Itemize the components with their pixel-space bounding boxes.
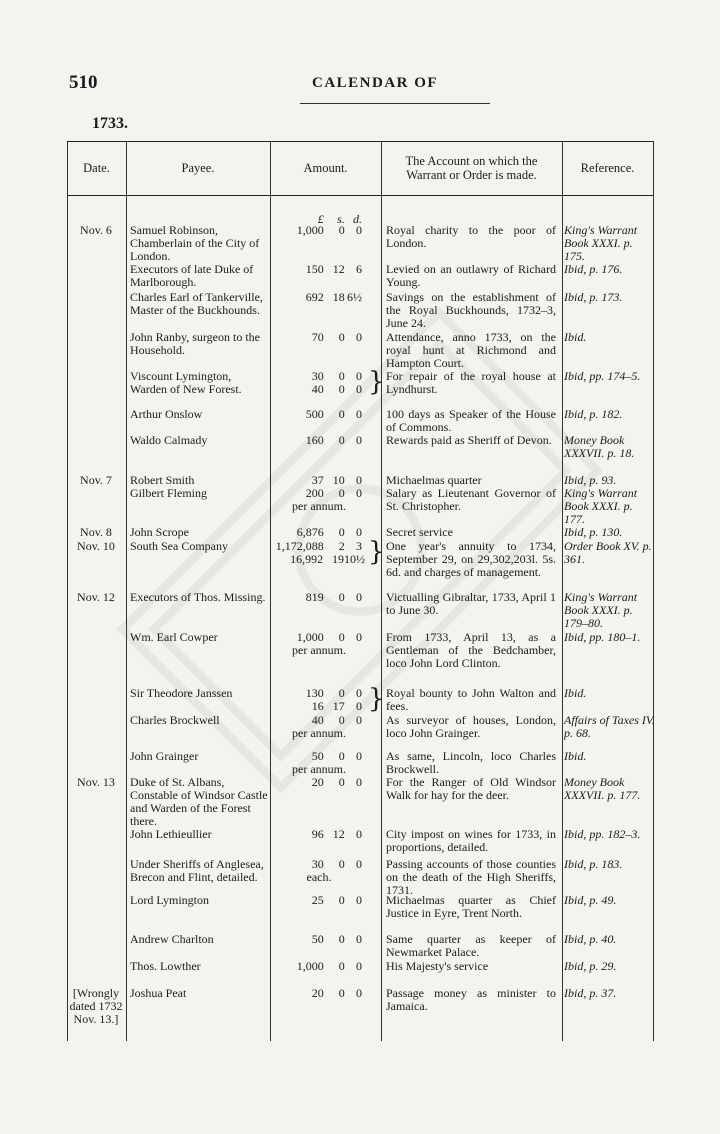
- entry-reference: Ibid, pp. 182–3.: [564, 827, 641, 841]
- amount-pounds: 16,992: [290, 552, 324, 566]
- entry-reference: Affairs of Taxes IV. p. 68.: [564, 713, 655, 740]
- amount-shillings: 18: [332, 290, 345, 304]
- entry-payee: Charles Brockwell: [130, 713, 220, 727]
- amount-pence: 0: [356, 590, 362, 604]
- entry-date: [Wrongly dated 1732 Nov. 13.]: [69, 986, 123, 1026]
- amount-pence: 6½: [347, 290, 362, 304]
- entry-payee: Viscount Lymington, Warden of New Forest.: [130, 369, 242, 396]
- amount-line: [272, 987, 376, 1000]
- entry-payee: Robert Smith: [130, 473, 195, 487]
- entry-account: As surveyor of houses, London, loco John Grainger.: [386, 713, 556, 740]
- entry-payee: South Sea Company: [130, 539, 228, 553]
- amount-pence: 0: [356, 893, 362, 907]
- amount-note: per annum.: [292, 726, 346, 740]
- amount-note: per annum.: [292, 499, 346, 513]
- entry-account: For repair of the royal house at Lyndhurst.: [386, 369, 556, 396]
- entry-payee: Sir Theodore Janssen: [130, 686, 233, 700]
- amount-line: [272, 933, 376, 946]
- amount-shillings: 19: [332, 552, 344, 566]
- amount-line: [272, 553, 376, 566]
- header-payee: Payee.: [181, 161, 215, 175]
- entry-amount: [272, 687, 376, 713]
- entry-reference: Ibid, pp. 174–5.: [564, 369, 641, 383]
- entry-amount: [272, 987, 376, 1000]
- entry-payee: Samuel Robinson, Chamberlain of the City of London.: [130, 223, 260, 263]
- amount-pence: 0: [356, 630, 362, 644]
- amount-brace: }: [368, 537, 385, 567]
- amount-pounds: 150: [305, 262, 324, 276]
- entry-amount: [272, 894, 376, 907]
- entry-account: Victualling Gibraltar, 1733, April 1 to June 30.: [386, 590, 556, 617]
- amount-pence: 0: [356, 699, 362, 713]
- entry-date: Nov. 10: [77, 539, 115, 553]
- entry-payee: Wm. Earl Cowper: [130, 630, 218, 644]
- amount-pounds: 30: [311, 369, 324, 383]
- entry-date: Nov. 13: [77, 775, 115, 789]
- amount-shillings: 12: [332, 262, 345, 276]
- entry-payee: Under Sheriffs of Anglesea, Brecon and Flint, detailed.: [130, 857, 264, 884]
- entry-amount: [272, 540, 376, 566]
- entry-reference: Ibid, p. 49.: [564, 893, 617, 907]
- amount-pence: 0: [356, 525, 362, 539]
- amount-pence: 0: [356, 433, 362, 447]
- entry-amount: [272, 933, 376, 946]
- entry-date: Nov. 7: [80, 473, 112, 487]
- amount-pounds: 1,000: [296, 959, 324, 973]
- amount-shillings: 0: [338, 686, 345, 700]
- amount-shillings: 0: [338, 630, 345, 644]
- running-head-rule: [300, 103, 490, 104]
- entry-account: His Majesty's service: [386, 959, 489, 973]
- amount-pence: 3: [356, 539, 362, 553]
- entry-payee: John Scrope: [130, 525, 189, 539]
- entry-account: Michaelmas quarter as Chief Justice in Eyre, Trent North.: [386, 893, 556, 920]
- amount-line: [272, 224, 376, 237]
- amount-shillings: 0: [338, 223, 345, 237]
- entry-amount: [272, 631, 376, 657]
- amount-shillings: 0: [338, 433, 345, 447]
- amount-shillings: 0: [338, 713, 345, 727]
- amount-pounds: 819: [305, 590, 324, 604]
- header-reference: Reference.: [580, 161, 635, 175]
- entry-account: City impost on wines for 1733, in proportions, detailed.: [386, 827, 556, 854]
- entry-account: Royal bounty to John Walton and fees.: [386, 686, 556, 713]
- column-rule: [381, 141, 382, 1041]
- amount-pounds: 50: [311, 749, 324, 763]
- entry-amount: [272, 960, 376, 973]
- amount-pounds: 1,000: [296, 223, 324, 237]
- page-number: 510: [69, 72, 98, 93]
- entry-amount: [272, 408, 376, 421]
- entry-payee: Lord Lymington: [130, 893, 209, 907]
- entry-amount: [272, 370, 376, 396]
- column-rule: [270, 141, 271, 1041]
- entry-account: Secret service: [386, 525, 453, 539]
- entry-reference: Ibid, p. 130.: [564, 525, 623, 539]
- amount-note: per annum.: [292, 762, 346, 776]
- amount-pounds: 70: [311, 330, 324, 344]
- entry-account: For the Ranger of Old Windsor Walk for hay for the deer.: [386, 775, 556, 802]
- amount-shillings: 0: [338, 525, 345, 539]
- amount-shillings: 0: [338, 330, 345, 344]
- amount-shillings: 17: [332, 699, 345, 713]
- entry-payee: Gilbert Fleming: [130, 486, 207, 500]
- amount-pence: 0: [356, 473, 362, 487]
- unit-pounds: £: [317, 212, 324, 226]
- header-date: Date.: [83, 161, 110, 175]
- entry-reference: Ibid, p. 183.: [564, 857, 623, 871]
- amount-shillings: 0: [338, 932, 345, 946]
- amount-pounds: 96: [311, 827, 324, 841]
- entry-reference: Order Book XV. p. 361.: [564, 539, 652, 566]
- amount-pence: 0: [356, 986, 362, 1000]
- amount-pounds: 130: [305, 686, 324, 700]
- entry-account: Salary as Lieutenant Governor of St. Christopher.: [386, 486, 556, 513]
- entry-amount: [272, 776, 376, 789]
- amount-shillings: 0: [338, 749, 345, 763]
- entry-reference: Money Book XXXVII. p. 18.: [564, 433, 635, 460]
- entry-amount: [272, 263, 376, 276]
- amount-shillings: 0: [338, 775, 345, 789]
- amount-pence: 0: [356, 827, 362, 841]
- amount-shillings: 0: [338, 893, 345, 907]
- amount-pounds: 160: [305, 433, 324, 447]
- entry-reference: Ibid, p. 182.: [564, 407, 623, 421]
- entry-account: One year's annuity to 1734, September 29, on 29,302,203l. 5s. 6d. and charges of management.: [386, 539, 556, 579]
- entry-reference: King's Warrant Book XXXI. p. 179–80.: [564, 590, 638, 630]
- year-heading: 1733.: [92, 115, 128, 132]
- entry-amount: [272, 591, 376, 604]
- amount-shillings: 0: [338, 959, 345, 973]
- amount-pounds: 25: [311, 893, 324, 907]
- amount-pence: 0: [356, 775, 362, 789]
- unit-pence: d.: [353, 212, 362, 226]
- amount-note: each.: [306, 870, 332, 884]
- entry-amount: [272, 291, 376, 304]
- amount-pence: 0: [356, 857, 362, 871]
- amount-pounds: 500: [305, 407, 324, 421]
- entry-amount: [272, 750, 376, 776]
- amount-shillings: 0: [338, 986, 345, 1000]
- amount-line: [272, 291, 376, 304]
- amount-pence: 0: [356, 749, 362, 763]
- entry-account: Passing accounts of those counties on the death of the High Sheriffs, 1731.: [386, 857, 556, 897]
- amount-pence: 0: [356, 407, 362, 421]
- entry-payee: Andrew Charlton: [130, 932, 214, 946]
- amount-line: [272, 331, 376, 344]
- entry-payee: Executors of Thos. Missing.: [130, 590, 266, 604]
- entry-amount: [272, 487, 376, 513]
- amount-shillings: 0: [338, 486, 345, 500]
- amount-line: [272, 828, 376, 841]
- entry-account: Savings on the establishment of the Royal Buckhounds, 1732–3, June 24.: [386, 290, 556, 330]
- entry-amount: [272, 224, 376, 237]
- entry-account: From 1733, April 13, as a Gentleman of the Bedchamber, loco John Lord Clinton.: [386, 630, 556, 670]
- entry-account: 100 days as Speaker of the House of Commons.: [386, 407, 556, 434]
- amount-shillings: 10: [332, 473, 345, 487]
- entry-account: Michaelmas quarter: [386, 473, 482, 487]
- amount-note: per annum.: [292, 643, 346, 657]
- amount-pence: 0: [356, 369, 362, 383]
- entry-reference: Ibid, p. 173.: [564, 290, 623, 304]
- running-head: CALENDAR OF: [312, 75, 439, 91]
- amount-line: [272, 434, 376, 447]
- entry-amount: [272, 714, 376, 740]
- amount-pence: 0: [356, 959, 362, 973]
- amount-pence: 10½: [344, 552, 365, 566]
- amount-pounds: 20: [311, 775, 324, 789]
- entry-payee: John Grainger: [130, 749, 199, 763]
- entry-account: Royal charity to the poor of London.: [386, 223, 556, 250]
- amount-shillings: 0: [338, 382, 345, 396]
- entry-reference: Ibid.: [564, 330, 587, 344]
- amount-pence: 0: [356, 686, 362, 700]
- amount-pounds: 1,172,088: [275, 539, 324, 553]
- amount-shillings: 0: [338, 590, 345, 604]
- entry-reference: Ibid, p. 37.: [564, 986, 617, 1000]
- column-rule: [126, 141, 127, 1041]
- entry-account: Levied on an outlawry of Richard Young.: [386, 262, 556, 289]
- amount-brace: }: [368, 684, 385, 714]
- entry-payee: Duke of St. Albans, Constable of Windsor Castle and Warden of the Forest there.: [130, 775, 268, 828]
- amount-line: [272, 960, 376, 973]
- amount-pounds: 16: [311, 699, 324, 713]
- amount-pounds: 20: [311, 986, 324, 1000]
- entry-reference: Ibid.: [564, 686, 587, 700]
- entry-account: Same quarter as keeper of Newmarket Palace.: [386, 932, 556, 959]
- amount-pence: 0: [356, 382, 362, 396]
- amount-pounds: 40: [311, 382, 324, 396]
- entry-payee: Arthur Onslow: [130, 407, 203, 421]
- amount-pence: 6: [356, 262, 362, 276]
- entry-amount: [272, 331, 376, 344]
- unit-shillings: s.: [337, 212, 345, 226]
- entry-payee: Charles Earl of Tankerville, Master of the Buckhounds.: [130, 290, 263, 317]
- entry-reference: King's Warrant Book XXXI. p. 175.: [564, 223, 638, 263]
- header-account: The Account on which the Warrant or Order is made.: [405, 154, 538, 182]
- entry-amount: [272, 526, 376, 539]
- amount-line: [272, 591, 376, 604]
- amount-pence: 0: [356, 486, 362, 500]
- amount-line: [272, 383, 376, 396]
- amount-line: [272, 526, 376, 539]
- amount-line: [272, 700, 376, 713]
- entry-reference: Ibid, p. 176.: [564, 262, 623, 276]
- entry-account: Passage money as minister to Jamaica.: [386, 986, 556, 1013]
- amount-shillings: 0: [338, 369, 345, 383]
- amount-pence: 0: [356, 932, 362, 946]
- amount-pence: 0: [356, 223, 362, 237]
- amount-pounds: 40: [311, 713, 324, 727]
- entry-payee: Thos. Lowther: [130, 959, 201, 973]
- entry-payee: Executors of late Duke of Marlborough.: [130, 262, 254, 289]
- amount-pounds: 1,000: [296, 630, 324, 644]
- entry-reference: King's Warrant Book XXXI. p. 177.: [564, 486, 638, 526]
- amount-pounds: 200: [305, 486, 324, 500]
- entry-reference: Ibid, pp. 180–1.: [564, 630, 641, 644]
- amount-shillings: 0: [338, 857, 345, 871]
- amount-line: [272, 263, 376, 276]
- amount-pence: 0: [356, 713, 362, 727]
- amount-pounds: 692: [305, 290, 324, 304]
- entry-amount: [272, 434, 376, 447]
- amount-line: [272, 776, 376, 789]
- entry-payee: Joshua Peat: [130, 986, 187, 1000]
- amount-shillings: 12: [332, 827, 345, 841]
- entry-reference: Ibid, p. 29.: [564, 959, 617, 973]
- entry-payee: Waldo Calmady: [130, 433, 208, 447]
- amount-line: [272, 894, 376, 907]
- amount-line: [272, 408, 376, 421]
- entry-reference: Money Book XXXVII. p. 177.: [564, 775, 641, 802]
- amount-shillings: 0: [338, 407, 345, 421]
- entry-payee: John Ranby, surgeon to the Household.: [130, 330, 260, 357]
- entry-payee: John Lethieullier: [130, 827, 212, 841]
- entry-date: Nov. 12: [77, 590, 115, 604]
- amount-pence: 0: [356, 330, 362, 344]
- entry-reference: Ibid, p. 40.: [564, 932, 617, 946]
- entry-reference: Ibid.: [564, 749, 587, 763]
- entry-account: Attendance, anno 1733, on the royal hunt at Richmond and Hampton Court.: [386, 330, 556, 370]
- amount-pounds: 50: [311, 932, 324, 946]
- entry-amount: [272, 858, 376, 884]
- entry-reference: Ibid, p. 93.: [564, 473, 617, 487]
- entry-amount: [272, 828, 376, 841]
- entry-account: Rewards paid as Sheriff of Devon.: [386, 433, 552, 447]
- entry-date: Nov. 8: [80, 525, 112, 539]
- header-amount: Amount.: [303, 161, 348, 175]
- amount-pounds: 30: [311, 857, 324, 871]
- entry-date: Nov. 6: [80, 223, 112, 237]
- column-rule: [562, 141, 563, 1041]
- table-header-rule: [67, 195, 653, 196]
- amount-shillings: 2: [338, 539, 345, 553]
- amount-brace: }: [368, 367, 385, 397]
- amount-pounds: 6,876: [296, 525, 324, 539]
- entry-account: As same, Lincoln, loco Charles Brockwell.: [386, 749, 556, 776]
- amount-pounds: 37: [311, 473, 324, 487]
